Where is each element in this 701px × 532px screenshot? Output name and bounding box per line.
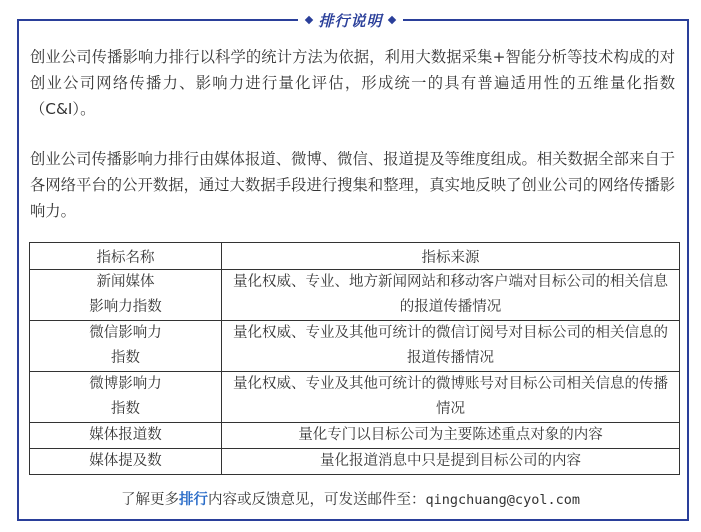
indicator-name-cell: 媒体报道数 xyxy=(30,423,222,449)
indicator-name-line: 新闻媒体 xyxy=(96,274,155,290)
indicator-source-cell: 量化权威、专业及其他可统计的微信订阅号对目标公司的相关信息的报道传播情况 xyxy=(222,321,680,372)
diamond-right-icon xyxy=(387,16,395,24)
feedback-footer xyxy=(0,488,701,509)
indicator-name-line: 指数 xyxy=(111,350,140,366)
composition-paragraph: 创业公司传播影响力排行由媒体报道、微博、微信、报道提及等维度组成。相关数据全部来自于各网络平台的公开数据，通过大数据手段进行搜集和整理，真实地反映了创业公司的网络传播影响力。 xyxy=(30,150,675,220)
table-row xyxy=(30,449,680,475)
indicator-source-cell: 量化权威、专业及其他可统计的微博账号对目标公司相关信息的传播情况 xyxy=(222,372,680,423)
column-header-name: 指标名称 xyxy=(30,243,222,270)
indicator-name-cell xyxy=(30,372,222,423)
indicator-name-cell xyxy=(30,270,222,321)
indicator-name-line: 微信影响力 xyxy=(89,325,162,341)
indicator-name-cell xyxy=(30,321,222,372)
indicator-table xyxy=(29,242,680,475)
table-row xyxy=(30,372,680,423)
indicator-source-cell: 量化专门以目标公司为主要陈述重点对象的内容 xyxy=(222,423,680,449)
indicator-name-line: 微博影响力 xyxy=(89,376,162,392)
section-title-box xyxy=(298,10,402,31)
footer-highlight: 排行 xyxy=(179,492,209,508)
table-header-row xyxy=(30,243,680,270)
footer-middle: 内容或反馈意见，可发送邮件至： xyxy=(208,492,426,508)
diamond-left-icon xyxy=(305,16,313,24)
intro-paragraph: 创业公司传播影响力排行以科学的统计方法为依据，利用大数据采集+智能分析等技术构成的对创业公司网络传播力、影响力进行量化评估，形成统一的具有普遍适用性的五维量化指数（C&I）。 xyxy=(30,48,675,118)
indicator-source-cell: 量化报道消息中只是提到目标公司的内容 xyxy=(222,449,680,475)
section-title: 排行说明 xyxy=(318,11,383,30)
indicator-source-cell: 量化权威、专业、地方新闻网站和移动客户端对目标公司的相关信息的报道传播情况 xyxy=(222,270,680,321)
indicator-name-line: 影响力指数 xyxy=(89,299,162,315)
indicator-name-line: 指数 xyxy=(111,401,140,417)
table-row xyxy=(30,423,680,449)
table-row xyxy=(30,321,680,372)
table-row xyxy=(30,270,680,321)
feedback-email-link[interactable]: qingchuang@cyol.com xyxy=(425,492,580,508)
column-header-source: 指标来源 xyxy=(222,243,680,270)
footer-prefix: 了解更多 xyxy=(121,492,180,508)
indicator-name-cell: 媒体提及数 xyxy=(30,449,222,475)
section-header xyxy=(0,8,701,32)
